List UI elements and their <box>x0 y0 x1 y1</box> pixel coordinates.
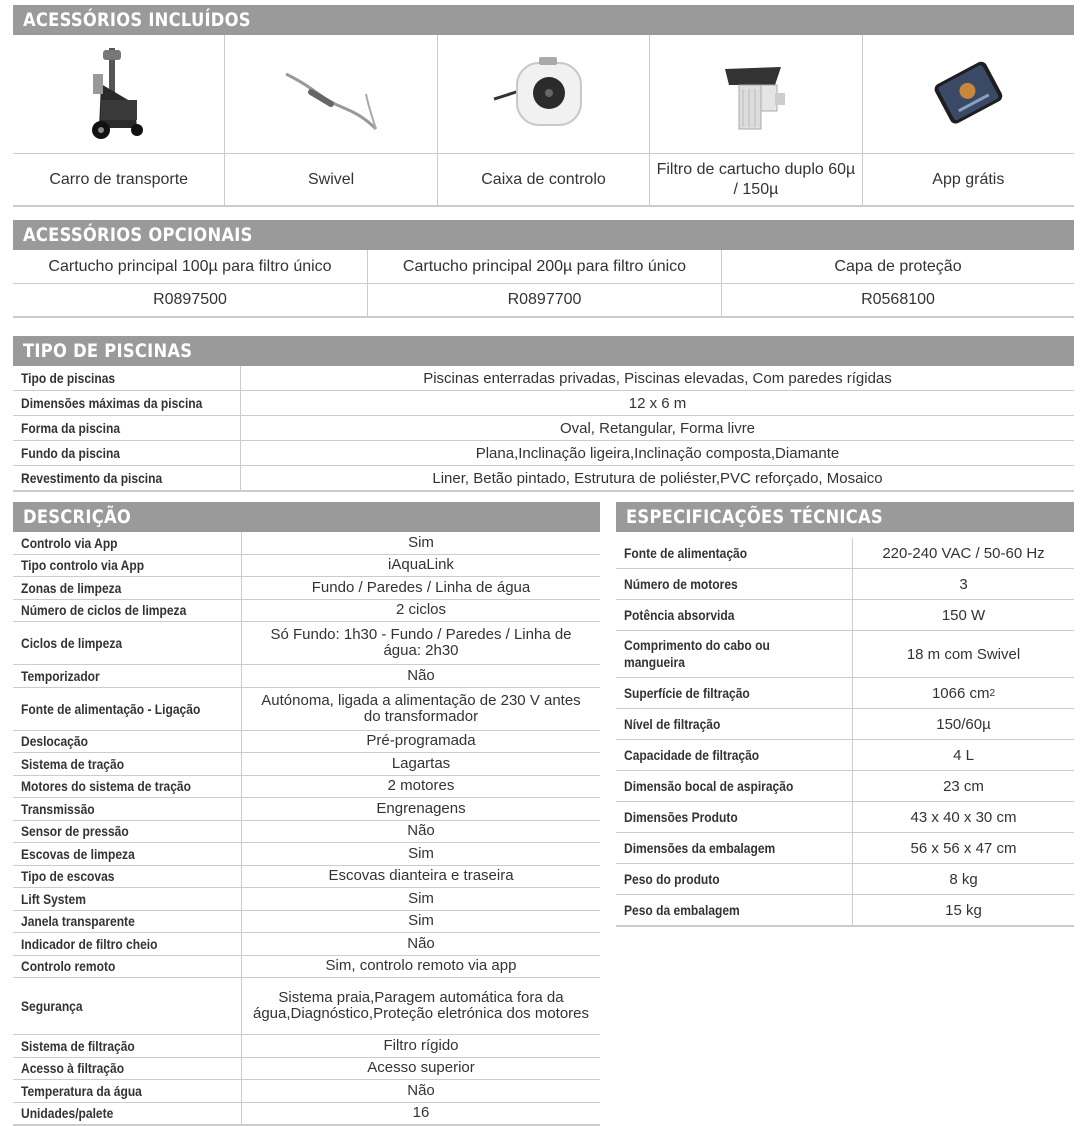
row-value-text: Não <box>407 666 435 684</box>
row-value-text: Sim <box>408 912 434 930</box>
accessory-label: App grátis <box>932 170 1005 188</box>
row-value-text: Filtro rígido <box>383 1036 459 1054</box>
row-label <box>616 740 853 770</box>
row-value-text: Acesso superior <box>367 1059 475 1077</box>
description-section <box>13 502 600 1126</box>
row-label-text: Unidades/palete <box>21 1105 114 1122</box>
row-label-text: Controlo via App <box>21 534 118 551</box>
row-value-text: iAquaLink <box>388 556 454 574</box>
row-value-text: 220-240 VAC / 50-60 Hz <box>882 544 1045 562</box>
row-label <box>13 1035 242 1057</box>
control-box-icon <box>438 35 649 154</box>
row-label-text: Deslocação <box>21 733 88 750</box>
accessory-cartridge-filter <box>650 35 862 205</box>
smartphone-icon <box>863 35 1074 154</box>
row-label <box>13 933 242 955</box>
table-row <box>13 577 600 600</box>
row-value-text: 1066 cm <box>931 684 990 702</box>
row-value-text: Engrenagens <box>376 799 466 817</box>
table-row <box>13 366 1074 391</box>
row-label-text: Potência absorvida <box>624 606 735 623</box>
row-value <box>241 466 1074 490</box>
row-label-text: Indicador de filtro cheio <box>21 935 158 952</box>
row-label-text: Revestimento da piscina <box>21 470 163 486</box>
accessory-label: Filtro de cartucho duplo 60µ / 150µ <box>656 160 856 198</box>
section-header <box>13 220 1074 250</box>
table-row <box>13 1058 600 1081</box>
accessory-label: Swivel <box>307 170 355 188</box>
row-label <box>616 864 853 894</box>
row-value-text: Sim, controlo remoto via app <box>325 957 517 975</box>
row-label-text: Controlo remoto <box>21 958 116 975</box>
row-label <box>616 678 853 708</box>
row-value <box>241 366 1074 390</box>
row-label <box>13 798 242 820</box>
row-label <box>13 665 242 687</box>
row-label <box>616 600 853 630</box>
table-row <box>13 753 600 776</box>
row-value <box>241 391 1074 415</box>
row-value-text: 18 m com Swivel <box>906 645 1021 663</box>
row-label-text: Sensor de pressão <box>21 823 129 840</box>
row-label <box>13 1080 242 1102</box>
table-row <box>616 771 1074 802</box>
table-row <box>13 665 600 688</box>
section-title: DESCRIÇÃO <box>23 506 132 528</box>
row-value-text: 43 x 40 x 30 cm <box>910 808 1017 826</box>
table-row <box>13 731 600 754</box>
row-label <box>13 978 242 1034</box>
row-value-text: Piscinas enterradas privadas, Piscinas elevadas, Com paredes rígidas <box>423 369 892 387</box>
row-value <box>853 895 1074 925</box>
row-value-text: Fundo / Paredes / Linha de água <box>311 578 531 596</box>
row-label <box>616 709 853 739</box>
table-row <box>616 538 1074 569</box>
row-label <box>616 833 853 863</box>
technical-specs-section <box>616 502 1074 927</box>
row-label-text: Escovas de limpeza <box>21 845 135 862</box>
row-label-text: Tipo de piscinas <box>21 370 116 386</box>
row-label-text: Dimensões da embalagem <box>624 839 776 856</box>
row-value-text: 150 W <box>941 606 986 624</box>
row-value <box>241 416 1074 440</box>
row-value <box>242 798 600 820</box>
section-title: ESPECIFICAÇÕES TÉCNICAS <box>626 506 883 528</box>
row-value <box>242 866 600 888</box>
row-label <box>13 888 242 910</box>
row-label-text: Fonte de alimentação <box>624 544 748 561</box>
table-row <box>13 416 1074 441</box>
accessory-label: Carro de transporte <box>49 170 189 188</box>
row-label-text: Nível de filtração <box>624 715 721 732</box>
row-value <box>242 731 600 753</box>
optional-names-row <box>13 250 1074 284</box>
row-label-text: Lift System <box>21 890 86 907</box>
section-header <box>13 502 600 532</box>
row-value <box>853 709 1074 739</box>
table-row <box>616 600 1074 631</box>
row-value-text: 4 L <box>953 746 974 764</box>
row-value-text: 8 kg <box>949 870 978 888</box>
table-row <box>616 569 1074 600</box>
table-row <box>13 532 600 555</box>
row-label <box>13 466 241 490</box>
row-label <box>13 1058 242 1080</box>
row-value-text: 2 motores <box>387 777 455 795</box>
row-label <box>616 569 853 599</box>
row-value-text: Escovas dianteira e traseira <box>328 867 514 885</box>
row-value-text: 23 cm <box>943 777 984 795</box>
cartridge-filter-icon <box>650 35 861 154</box>
row-label-text: Transmissão <box>21 800 95 817</box>
row-value <box>853 771 1074 801</box>
table-row <box>13 956 600 979</box>
row-value-text: Pré-programada <box>366 732 476 750</box>
row-value <box>242 776 600 798</box>
row-label-text: Dimensões máximas da piscina <box>21 395 203 411</box>
row-label-text: Capacidade de filtração <box>624 746 760 763</box>
row-label-text: Sistema de tração <box>21 755 125 772</box>
row-label <box>13 843 242 865</box>
row-value <box>242 600 600 622</box>
table-row <box>13 1103 600 1126</box>
table-row <box>616 864 1074 895</box>
row-value <box>853 569 1074 599</box>
optional-code: R0568100 <box>861 291 935 308</box>
row-value <box>242 911 600 933</box>
table-row <box>13 600 600 623</box>
table-row <box>13 911 600 934</box>
row-label-text: Janela transparente <box>21 913 135 930</box>
row-value <box>242 532 600 554</box>
row-label <box>13 391 241 415</box>
row-value <box>853 833 1074 863</box>
accessory-control-box <box>438 35 650 205</box>
row-value <box>242 753 600 775</box>
row-label <box>13 622 242 664</box>
row-label <box>13 866 242 888</box>
row-value-text: Plana,Inclinação ligeira,Inclinação composta,Diamante <box>475 444 840 462</box>
table-row <box>13 888 600 911</box>
accessory-grid <box>13 35 1074 207</box>
row-label <box>616 895 853 925</box>
table-row <box>13 1035 600 1058</box>
section-title: ACESSÓRIOS INCLUÍDOS <box>23 9 251 31</box>
table-row <box>616 895 1074 927</box>
row-label <box>13 731 242 753</box>
row-value <box>242 843 600 865</box>
table-row <box>13 933 600 956</box>
row-value-text: Sim <box>408 889 434 907</box>
row-value <box>242 888 600 910</box>
row-value <box>242 577 600 599</box>
row-value <box>242 1058 600 1080</box>
row-label-text: Tipo controlo via App <box>21 557 145 574</box>
row-label-text: Motores do sistema de tração <box>21 778 191 795</box>
row-label-text: Superfície de filtração <box>624 684 750 701</box>
row-value-text: Liner, Betão pintado, Estrutura de poliéster,PVC reforçado, Mosaico <box>432 469 883 487</box>
row-label-text: Segurança <box>21 998 83 1014</box>
table-row <box>13 821 600 844</box>
row-label <box>616 538 853 568</box>
row-label <box>13 956 242 978</box>
row-value <box>853 678 1074 708</box>
row-value <box>242 1035 600 1057</box>
row-value <box>242 821 600 843</box>
section-header <box>616 502 1074 532</box>
row-value <box>242 1103 600 1125</box>
accessory-app <box>863 35 1074 205</box>
row-value-text: Não <box>407 1081 435 1099</box>
row-value <box>853 864 1074 894</box>
row-label-text: Acesso à filtração <box>21 1060 125 1077</box>
row-label <box>13 577 242 599</box>
row-label <box>13 366 241 390</box>
table-row <box>13 622 600 665</box>
row-label <box>13 416 241 440</box>
table-row <box>616 709 1074 740</box>
row-label <box>13 600 242 622</box>
row-label-text: Fonte de alimentação - Ligação <box>21 700 201 717</box>
section-title: TIPO DE PISCINAS <box>23 340 193 362</box>
row-label-text: Dimensões Produto <box>624 808 738 825</box>
row-value-text: Não <box>407 822 435 840</box>
row-value-text: 2 ciclos <box>395 601 447 619</box>
table-row <box>13 798 600 821</box>
row-value <box>241 441 1074 465</box>
optional-name: Cartucho principal 100µ para filtro único <box>13 250 368 283</box>
table-row <box>13 555 600 578</box>
table-row <box>13 1080 600 1103</box>
row-value-text: Não <box>407 934 435 952</box>
row-value <box>242 622 600 664</box>
row-value-text: 56 x 56 x 47 cm <box>910 839 1017 857</box>
row-label-text: Temporizador <box>21 667 100 684</box>
table-row <box>13 466 1074 492</box>
table-row <box>13 843 600 866</box>
table-row <box>13 776 600 799</box>
row-label <box>13 776 242 798</box>
row-label-text: Fundo da piscina <box>21 445 121 461</box>
row-label <box>13 821 242 843</box>
optional-code: R0897500 <box>13 284 368 316</box>
row-value <box>853 538 1074 568</box>
section-header <box>13 5 1074 35</box>
row-label-text: Dimensão bocal de aspiração <box>624 777 794 794</box>
row-label-text: Ciclos de limpeza <box>21 635 123 651</box>
superscript: 2 <box>989 687 996 699</box>
row-value-text: 3 <box>959 575 968 593</box>
table-row <box>13 391 1074 416</box>
row-value-text: Oval, Retangular, Forma livre <box>559 419 756 437</box>
row-value <box>242 956 600 978</box>
row-value-text: Só Fundo: 1h30 - Fundo / Paredes / Linha de água: 2h30 <box>270 626 572 659</box>
row-value-text: Sim <box>408 844 434 862</box>
row-label-text: Forma da piscina <box>21 420 121 436</box>
row-label <box>13 688 242 730</box>
table-row <box>13 978 600 1035</box>
row-value <box>853 740 1074 770</box>
accessory-swivel <box>225 35 437 205</box>
technical-specs-table <box>616 538 1074 927</box>
row-value <box>242 1080 600 1102</box>
included-accessories-section <box>13 5 1074 207</box>
accessory-cart <box>13 35 225 205</box>
row-value <box>242 978 600 1034</box>
row-value <box>242 933 600 955</box>
pool-type-section <box>13 336 1074 492</box>
row-label-text: Número de ciclos de limpeza <box>21 602 187 619</box>
pool-type-table <box>13 366 1074 492</box>
row-label-text: Comprimento do cabo ou mangueira <box>624 637 770 670</box>
row-label <box>616 802 853 832</box>
row-value <box>853 631 1074 677</box>
row-label <box>616 631 853 677</box>
row-value-text: Lagartas <box>391 754 451 772</box>
row-value-text: 15 kg <box>945 901 982 919</box>
row-label-text: Número de motores <box>624 575 738 592</box>
row-value-text: 150/60µ <box>936 715 991 733</box>
row-label <box>13 532 242 554</box>
row-value-text: Sistema praia,Paragem automática fora da água,Diagnóstico,Proteção eletrónica dos motores <box>252 989 590 1022</box>
row-label-text: Peso da embalagem <box>624 901 740 918</box>
swivel-cable-icon <box>225 35 436 154</box>
row-value-text: Sim <box>408 533 434 551</box>
row-value-text: 12 x 6 m <box>628 394 687 412</box>
row-value <box>242 555 600 577</box>
optional-code: R0897700 <box>368 284 722 316</box>
optional-accessories-section <box>13 220 1074 318</box>
row-label-text: Sistema de filtração <box>21 1037 135 1054</box>
table-row <box>13 688 600 731</box>
table-row <box>616 802 1074 833</box>
table-row <box>616 740 1074 771</box>
optional-codes-row <box>13 284 1074 318</box>
row-value-text: Autónoma, ligada a alimentação de 230 V antes do transformador <box>261 691 581 725</box>
cart-icon <box>13 35 224 154</box>
optional-name: Cartucho principal 200µ para filtro único <box>368 250 722 283</box>
row-value <box>853 802 1074 832</box>
row-label-text: Zonas de limpeza <box>21 579 122 596</box>
row-label <box>13 753 242 775</box>
row-label-text: Peso do produto <box>624 870 720 887</box>
row-label <box>13 555 242 577</box>
row-label-text: Temperatura da água <box>21 1082 142 1099</box>
row-label-text: Tipo de escovas <box>21 868 115 885</box>
section-title: ACESSÓRIOS OPCIONAIS <box>23 224 253 246</box>
row-value <box>853 600 1074 630</box>
optional-name: Capa de proteção <box>834 257 962 275</box>
row-label <box>13 911 242 933</box>
row-label <box>13 441 241 465</box>
table-row <box>616 833 1074 864</box>
table-row <box>13 866 600 889</box>
description-table <box>13 532 600 1126</box>
table-row <box>616 678 1074 709</box>
table-row <box>13 441 1074 466</box>
section-header <box>13 336 1074 366</box>
table-row <box>616 631 1074 678</box>
row-value <box>242 665 600 687</box>
accessory-label: Caixa de controlo <box>481 170 606 188</box>
row-label <box>13 1103 242 1125</box>
row-label <box>616 771 853 801</box>
row-value-text: 16 <box>412 1104 430 1122</box>
row-value <box>242 688 600 730</box>
